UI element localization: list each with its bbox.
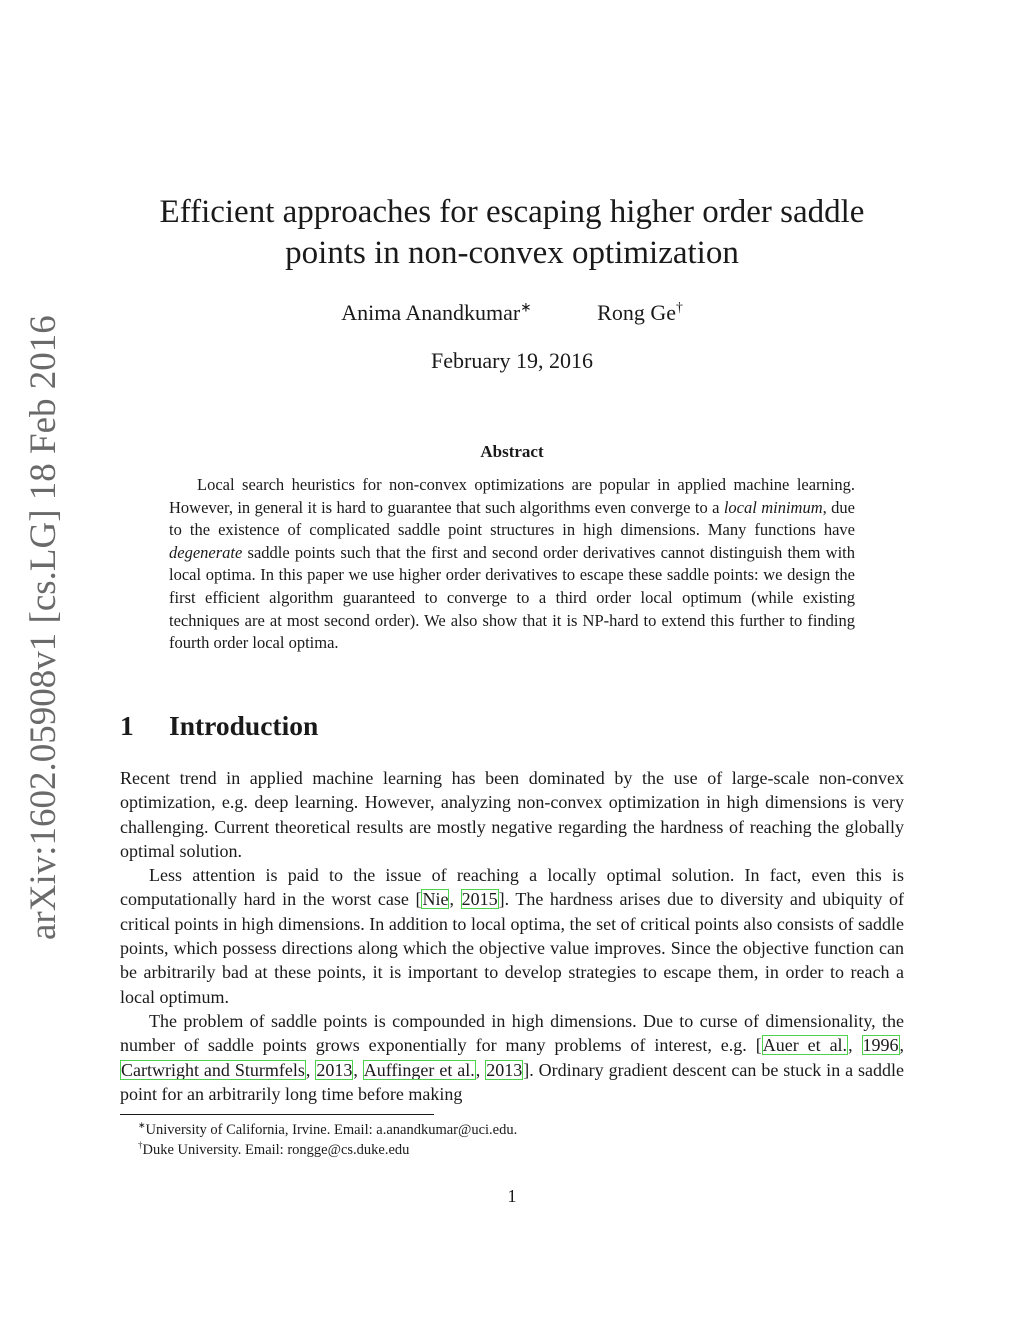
arxiv-identifier: arXiv:1602.05908v1 [cs.LG] 18 Feb 2016	[23, 315, 64, 940]
paper-title	[100, 192, 924, 274]
footnote-text: Duke University. Email: rongge@cs.duke.edu	[142, 1142, 410, 1158]
citation-link[interactable]: 2015	[461, 889, 498, 910]
section-number: 1	[120, 710, 134, 741]
footnote-mark: ∗	[138, 1120, 146, 1131]
footnote	[120, 1120, 904, 1140]
citation-link[interactable]: Auer et al.	[762, 1035, 848, 1056]
footnote-divider	[120, 1114, 434, 1115]
author-name: Rong Ge	[597, 300, 676, 325]
introduction-body	[120, 766, 904, 1106]
footnote-mark: †	[138, 1140, 143, 1151]
abstract-emphasis: degenerate	[169, 542, 243, 562]
text-segment: ,	[449, 889, 461, 910]
section-title: Introduction	[169, 710, 319, 741]
text-segment: ,	[475, 1059, 486, 1080]
author-footnote-mark[interactable]: ∗	[520, 299, 532, 315]
publication-date: February 19, 2016	[431, 348, 593, 373]
citation-link[interactable]: 2013	[486, 1059, 523, 1080]
section-heading-introduction	[120, 710, 318, 742]
footnote	[120, 1140, 904, 1160]
author-name: Anima Anandkumar	[341, 300, 521, 325]
abstract-text	[169, 474, 855, 655]
abstract-segment: saddle points such that the first and second order derivatives cannot distinguish them with local optima. In this paper we use higher order derivatives to escape these saddle points: we design the first efficient algorithm guaranteed to converge to a third order local optimum (while existing techniques are at most second order). We also show that it is NP-hard to extend this further to finding fourth order local optima.	[169, 542, 855, 653]
author-list	[0, 300, 1024, 326]
text-segment: ,	[848, 1035, 862, 1056]
paragraph: Recent trend in applied machine learning has been dominated by the use of large-scale non-convex optimization, e.g. deep learning. However, analyzing non-convex optimization in high dimensions is very challenging. Current theoretical results are mostly negative regarding the hardness of reaching the globally optimal solution.	[120, 768, 904, 861]
text-segment: ]. Ordinary gradient descent can be stuck in a saddle point for an arbitrarily long time before making	[120, 1059, 905, 1104]
author-ge	[597, 300, 683, 326]
title-line-1: Efficient approaches for escaping higher order saddle	[159, 194, 865, 230]
author-anandkumar	[341, 300, 531, 326]
abstract-heading: Abstract	[480, 442, 544, 461]
text-segment: ,	[899, 1035, 905, 1056]
abstract-segment: , due to the existence of complicated saddle point structures in high dimensions. Many functions have	[169, 497, 855, 540]
text-segment: ,	[305, 1059, 316, 1080]
text-segment: The problem of saddle points is compounded in high dimensions. Due to curse of dimensionality, the number of saddle points grows exponentially for many problems of interest, e.g. [	[120, 1010, 904, 1056]
citation-link[interactable]: 2013	[316, 1059, 353, 1080]
page-number: 1	[507, 1186, 517, 1206]
text-segment: ]. The hardness arises due to diversity and ubiquity of critical points in high dimensions. In addition to local optima, the set of critical points also consists of saddle points, which possess directions along which the objective value improves. Since the objective function can be arbitrarily bad at these points, it is important to develop strategies to escape them, in order to reach a local optimum.	[120, 889, 904, 1007]
title-line-2: points in non-convex optimization	[285, 235, 739, 271]
text-segment: Less attention is paid to the issue of reaching a locally optimal solution. In fact, even this is computationally hard in the worst case [	[120, 865, 904, 910]
abstract-emphasis: local minimum	[723, 497, 823, 517]
paragraph	[120, 1009, 904, 1106]
citation-link[interactable]: 1996	[862, 1035, 899, 1056]
author-footnote-mark[interactable]: †	[675, 299, 683, 315]
citation-link[interactable]: Nie	[422, 889, 449, 910]
text-segment: ,	[353, 1059, 363, 1080]
citation-link[interactable]: Auffinger et al.	[363, 1059, 475, 1080]
paragraph	[120, 863, 904, 1009]
abstract-segment: Local search heuristics for non-convex optimizations are popular in applied machine learning. However, in general it is hard to guarantee that such algorithms even converge to a	[169, 475, 855, 517]
footnote-text: University of California, Irvine. Email: a.anandkumar@uci.edu.	[145, 1122, 518, 1138]
footnotes	[120, 1120, 904, 1160]
citation-link[interactable]: Cartwright and Sturmfels	[121, 1059, 305, 1080]
